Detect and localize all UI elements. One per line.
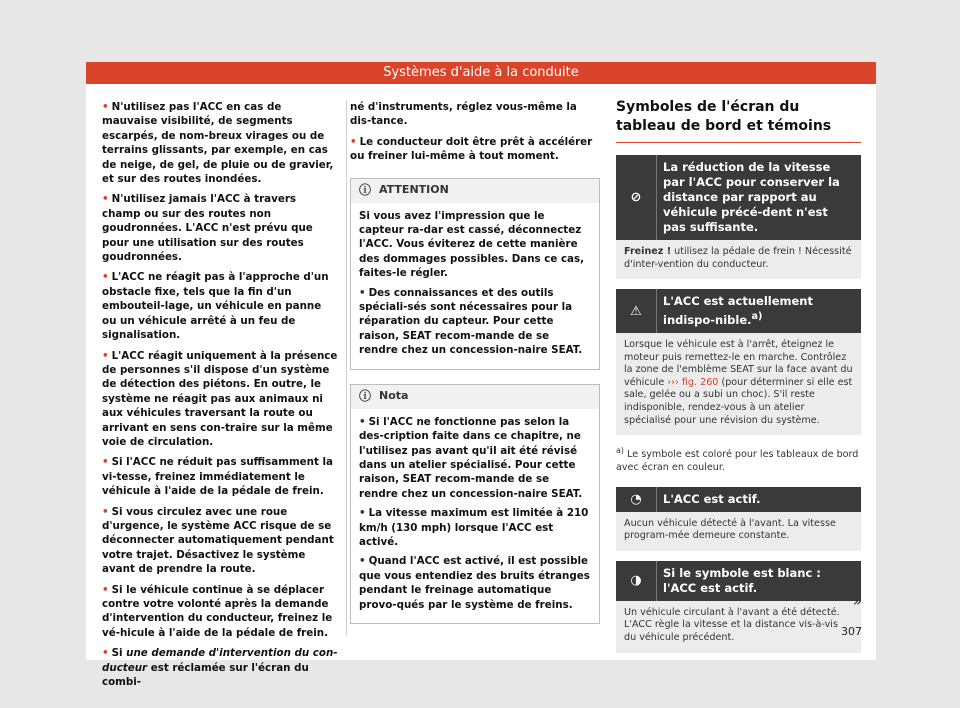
bullet-icon: • (359, 415, 366, 428)
attention-header (351, 179, 599, 203)
list-item (102, 270, 338, 342)
symbol-row (616, 155, 861, 240)
italic-term: une demande d'intervention du con-ducteur (102, 647, 338, 674)
acc-white-icon: ◑ (630, 573, 642, 589)
symbol-description: Aucun véhicule détecté à l'avant. La vitesse program-mée demeure constante. (616, 512, 861, 551)
acc-unavailable-icon: ⚠ (630, 303, 642, 319)
list-item: • Quand l'ACC est activé, il est possible que vous entendiez des bruits étranges pendant le freinage automatique provo-qués par le système de freins. (359, 555, 590, 611)
bullet-icon: • (102, 101, 109, 113)
list-item: • Le conducteur doit être prêt à accélérer ou freiner lui-même à tout moment. (350, 135, 593, 163)
symbol-row (616, 561, 861, 601)
list-item: • Des connaissances et des outils spéciali-sés sont nécessaires pour la réparation du capteur. Pour cette raison, SEAT recom-mande de se rendre chez un concession-naire SEAT. (359, 286, 583, 357)
symbol-title: La réduction de la vitesse par l'ACC pour conserver la distance par rapport au véhicule précé-dent n'est pas suffisante. (656, 155, 861, 240)
bullet-icon: • (102, 271, 109, 284)
bullet-icon: • (102, 583, 109, 596)
note-title: Nota (379, 389, 409, 403)
bullet-icon: • (359, 507, 366, 520)
symbol-description: Lorsque le véhicule est à l'arrêt, éteignez le moteur puis remettez-le en marche. Contrôlez la zone de l'emblème SEAT sur la face avant du véhicule ››› fig. 260 (pour déterminer si elle est sale, gelée ou a subi un choc). S'il reste indisponible, rendez-vous à un atelier spécialisé pour une révision du système. (616, 333, 861, 435)
continued-text: né d'instruments, réglez vous-même la dis-tance. (350, 101, 577, 128)
left-column (102, 100, 347, 689)
list-item (102, 349, 338, 450)
symbol-row (616, 487, 861, 512)
bullet-icon: • (102, 647, 109, 660)
list-item: • Si l'ACC ne fonctionne pas selon la des-cription faite dans ce chapitre, ne l'utilisez pas avant qu'il ait été révisé dans un atelier spécialisé. Pour cette raison, SEAT recom-mande de se rendre chez un concession-naire SEAT. (359, 415, 583, 500)
attention-box (350, 178, 600, 370)
list-item: • Si une demande d'intervention du con-ducteur est réclamée sur l'écran du combi- (102, 647, 338, 689)
bullet-icon: • (359, 555, 366, 568)
brake-warning-icon: ⊘ (630, 190, 642, 205)
list-item-text: Si vous circulez avec une roue d'urgence, le système ACC risque de se déconnecter automatiquement pendant votre trajet. Désactivez le système avant de prendre la route. (102, 505, 334, 576)
bullet-icon: • (102, 456, 109, 469)
list-item-text: N'utilisez pas l'ACC en cas de mauvaise visibilité, de segments escarpés, de nom-breux virages ou de terrains glissants, par exemple, en cas de neige, de gel, de pluie ou de gravier, et sur des routes inondées. (102, 101, 334, 186)
note-box (350, 384, 600, 624)
page-header: Systèmes d'aide à la conduite (86, 62, 876, 84)
bullet-icon: • (102, 349, 109, 362)
bullet-icon: • (102, 193, 109, 206)
middle-column (350, 100, 600, 624)
symbol-title: Si le symbole est blanc : l'ACC est actif. (656, 561, 861, 601)
acc-active-icon: ◔ (630, 491, 642, 507)
list-item (102, 455, 338, 498)
symbol-title: L'ACC est actuellement indispo-nible.$^{a)}$ (656, 289, 861, 333)
list-item-text: N'utilisez jamais l'ACC à travers champ ou sur des routes non goudronnées. L'ACC n'est prévu que pour une utilisation sur des routes goudronnées. (102, 193, 313, 264)
bullet-icon: • (102, 505, 109, 518)
attention-body (351, 203, 599, 369)
list-item-text: L'ACC ne réagit pas à l'approche d'un obstacle fixe, tels que la fin d'un embouteil-lage, un véhicule en panne ou un véhicule arrêté à un feu de signalisation. (102, 271, 329, 342)
symbol-description: Un véhicule circulant à l'avant a été détecté. L'ACC règle la vitesse et la distance vis-à-vis du véhicule précédent. (616, 601, 861, 653)
warning-icon: ⓘ (359, 183, 372, 198)
note-body (351, 409, 599, 623)
symbol-description: Freinez ! utilisez la pédale de frein ! Nécessité d'inter-vention du conducteur. (616, 240, 861, 279)
attention-title: ATTENTION (379, 183, 449, 197)
symbol-title: L'ACC est actif. (656, 487, 769, 512)
list-item-text: L'ACC réagit uniquement à la présence de personnes s'il dispose d'un système de détection des piétons. En outre, le système ne réagit pas aux animaux ni aux véhicules traversant la route ou arrivant en sens con-traire sur la même voie de circulation. (102, 349, 338, 448)
section-heading: Symboles de l'écran du tableau de bord et témoins (616, 98, 861, 143)
list-item (102, 583, 338, 641)
list-item (102, 100, 338, 186)
footnote: $^{a)}$ Le symbole est coloré pour les tableaux de bord avec écran en couleur. (616, 446, 859, 473)
right-column (616, 98, 861, 663)
list-item (102, 505, 338, 577)
symbol-row (616, 289, 861, 333)
bullet-icon: • (350, 135, 357, 148)
list-item-text: Si le véhicule continue à se déplacer contre votre volonté après la demande d'intervention du conducteur, freinez le vé-hicule à l'aide de la pédale de frein. (102, 583, 333, 639)
note-header (351, 385, 599, 409)
attention-intro: Si vous avez l'impression que le capteur ra-dar est cassé, déconnectez l'ACC. Vous éviterez de cette manière des dommages possibles. Dans ce cas, faites-le régler. (359, 209, 585, 280)
bullet-icon: • (359, 286, 366, 299)
note-icon: ⓘ (359, 389, 372, 404)
list-item-text: Si l'ACC ne réduit pas suffisamment la vi-tesse, freinez immédiatement le véhicule à l'aide de la pédale de frein. (102, 456, 333, 498)
page-number: 307 (841, 625, 862, 638)
manual-page (86, 62, 876, 689)
figure-link[interactable]: ››› fig. 260 (667, 376, 719, 388)
continued-icon: » (852, 592, 862, 610)
list-item (102, 192, 338, 264)
list-item: • La vitesse maximum est limitée à 210 km/h (130 mph) lorsque l'ACC est activé. (359, 507, 589, 548)
